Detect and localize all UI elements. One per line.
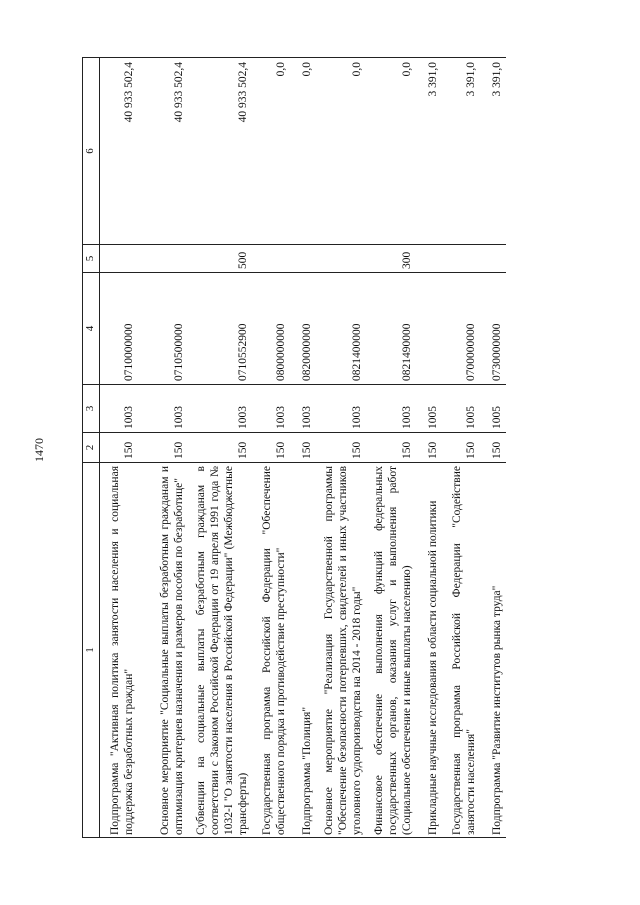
row-amount-cell: 40 933 502,4 [188,58,252,245]
row-section-cell: 1005 [480,385,506,433]
row-type-cell [316,245,366,273]
row-target-cell: 0710500000 [138,273,188,385]
row-code-cell: 150 [366,433,416,463]
row-section-cell: 1003 [366,385,416,433]
row-section-cell: 1003 [290,385,316,433]
row-code-cell: 150 [188,433,252,463]
row-name-cell: Основное мероприятие "Социальные выплаты безработным гражданам и оптимизация критериев назначения и размеров пособия по безработице" [138,463,188,838]
row-type-cell: 300 [366,245,416,273]
row-amount-cell: 3 391,0 [442,58,480,245]
budget-table-container [82,58,550,838]
table-row [442,58,480,838]
row-name-cell: Основное мероприятие "Реализация Государственной программы "Обеспечение безопасности потерпевших, свидетелей и иных участников уголовного судопроизводства на 2014 - 2018 годы" [316,463,366,838]
row-amount-cell: 3 391,0 [480,58,506,245]
header-col-2: 2 [83,433,100,463]
row-section-cell: 1003 [188,385,252,433]
row-code-cell: 150 [442,433,480,463]
row-type-cell [100,245,138,273]
row-amount-cell: 0,0 [316,58,366,245]
header-col-3: 3 [83,385,100,433]
header-col-5: 5 [83,245,100,273]
row-code-cell: 150 [290,433,316,463]
row-name-cell: Государственная программа Российской Федерации "Обеспечение общественного порядка и противодействие преступности" [252,463,290,838]
row-target-cell: 0800000000 [252,273,290,385]
row-type-cell [290,245,316,273]
row-code-cell: 150 [480,433,506,463]
row-amount-cell: 40 933 502,4 [138,58,188,245]
row-section-cell: 1003 [316,385,366,433]
row-target-cell: 0700000000 [442,273,480,385]
row-type-cell [252,245,290,273]
table-row [480,58,506,838]
row-type-cell [442,245,480,273]
row-name-cell: Прикладные научные исследования в области социальной политики [416,463,442,838]
row-name-cell: Подпрограмма "Активная политика занятости населения и социальная поддержка безработных граждан" [100,463,138,838]
row-amount-cell: 0,0 [252,58,290,245]
row-code-cell: 150 [316,433,366,463]
row-name-cell: Подпрограмма "Полиция" [290,463,316,838]
page-number: 1470 [32,438,46,462]
table-row [366,58,416,838]
header-col-6: 6 [83,58,100,245]
budget-table [82,57,506,838]
row-target-cell: 0710000000 [100,273,138,385]
header-col-1: 1 [83,463,100,838]
row-target-cell: 0730000000 [480,273,506,385]
row-type-cell [416,245,442,273]
row-amount-cell: 0,0 [366,58,416,245]
row-target-cell: 0710552900 [188,273,252,385]
table-row [316,58,366,838]
row-name-cell: Подпрограмма "Развитие институтов рынка труда" [480,463,506,838]
row-code-cell: 150 [138,433,188,463]
row-amount-cell: 40 933 502,4 [100,58,138,245]
table-row [290,58,316,838]
row-section-cell: 1003 [100,385,138,433]
table-row [416,58,442,838]
row-target-cell [416,273,442,385]
row-type-cell [138,245,188,273]
row-name-cell: Субвенции на социальные выплаты безработным гражданам в соответствии с Законом Российской Федерации от 19 апреля 1991 года № 1032-I "О занятости населения в Российской Федерации" (Межбюджетные трансферты) [188,463,252,838]
table-row [252,58,290,838]
row-target-cell: 0821490000 [366,273,416,385]
row-type-cell [480,245,506,273]
row-type-cell: 500 [188,245,252,273]
row-section-cell: 1005 [442,385,480,433]
row-amount-cell: 0,0 [290,58,316,245]
row-target-cell: 0820000000 [290,273,316,385]
header-col-4: 4 [83,273,100,385]
row-amount-cell: 3 391,0 [416,58,442,245]
table-row [100,58,138,838]
table-row [188,58,252,838]
row-name-cell: Государственная программа Российской Федерации "Содействие занятости населения" [442,463,480,838]
row-code-cell: 150 [252,433,290,463]
header-row [83,58,100,838]
row-section-cell: 1003 [252,385,290,433]
table-row [138,58,188,838]
row-code-cell: 150 [416,433,442,463]
row-section-cell: 1003 [138,385,188,433]
row-section-cell: 1005 [416,385,442,433]
row-code-cell: 150 [100,433,138,463]
row-name-cell: Финансовое обеспечение выполнения функций федеральных государственных органов, оказания услуг и выполнения работ (Социальное обеспечение и иные выплаты населению) [366,463,416,838]
row-target-cell: 0821400000 [316,273,366,385]
